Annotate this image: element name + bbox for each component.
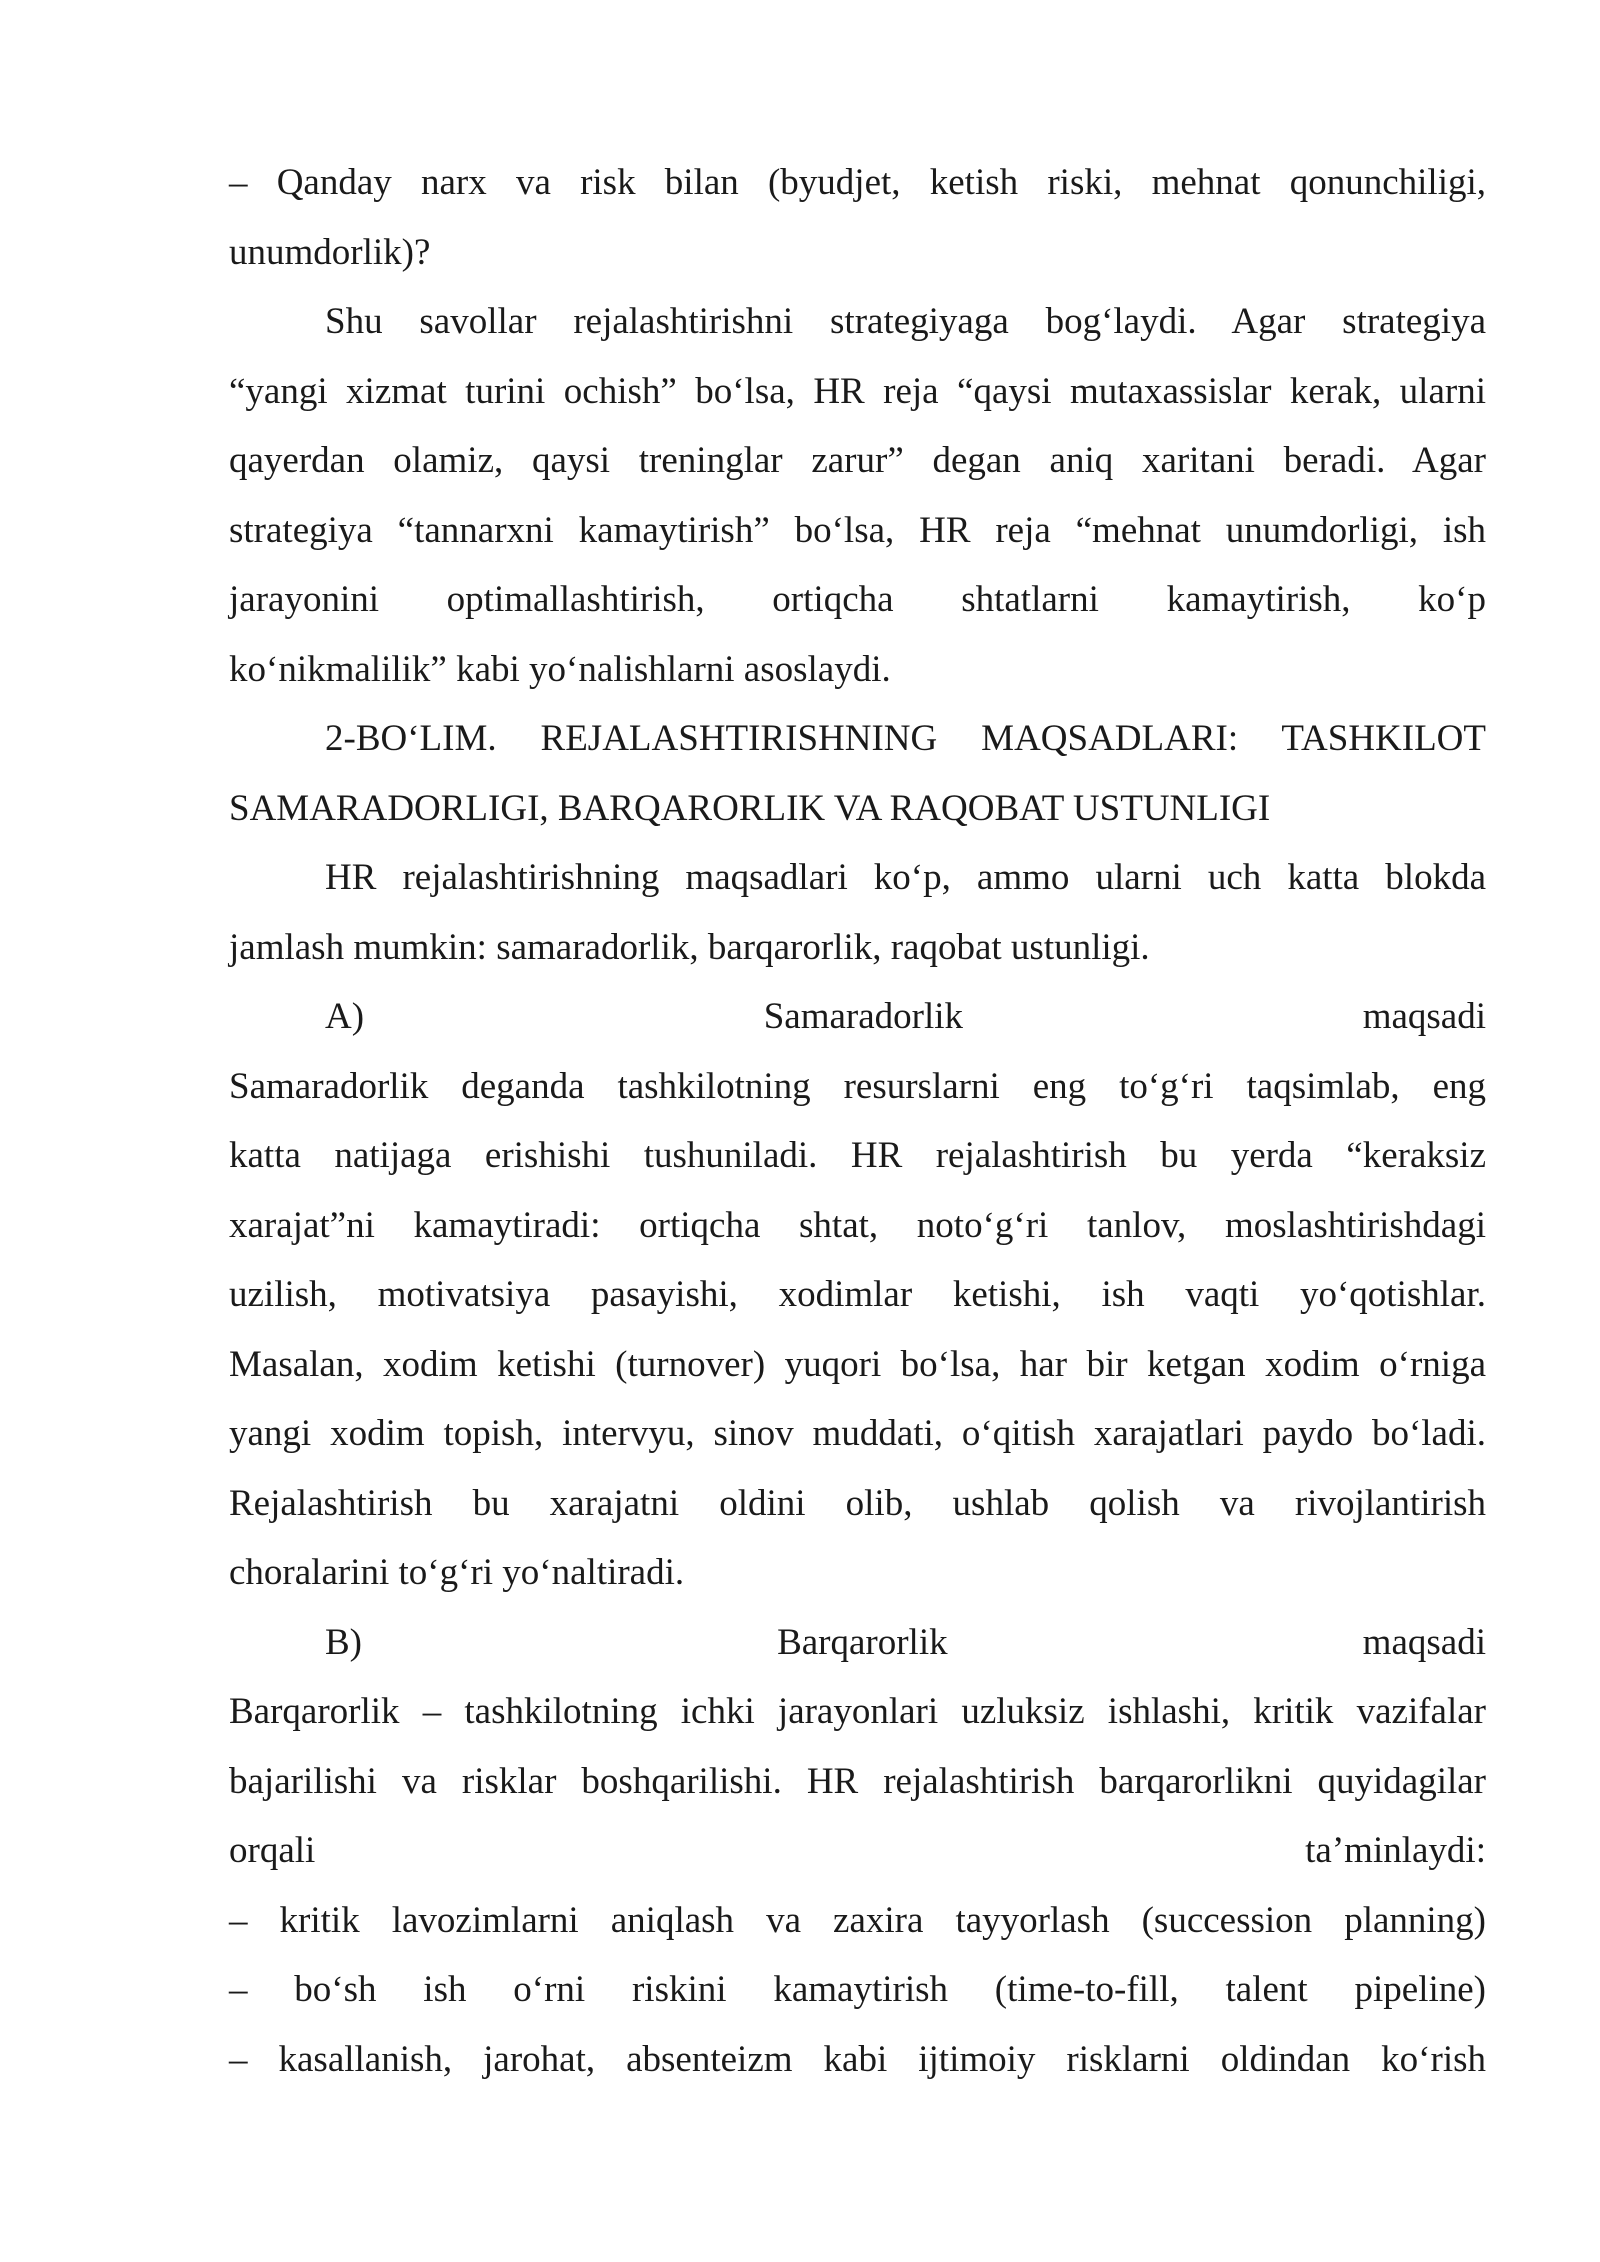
- intro-question: [229, 148, 1486, 287]
- paragraph-line: yangi xodim topish, intervyu, sinov muddati, o‘qitish xarajatlari paydo bo‘ladi.: [229, 1413, 1486, 1454]
- list-item: – bo‘sh ish o‘rni riskini kamaytirish (time-to-fill, talent pipeline): [229, 1969, 1486, 2010]
- subsection-label: A): [325, 996, 365, 1037]
- paragraph-line: bajarilishi va risklar boshqarilishi. HR rejalashtirish barqarorlikni quyidagilar: [229, 1760, 1486, 1802]
- section-heading-line: 2-BO‘LIM. REJALASHTIRISHNING MAQSADLARI: TASHKILOT: [325, 718, 1486, 759]
- paragraph-line: [229, 1816, 1486, 1886]
- section-heading-line: SAMARADORLIGI, BARQARORLIK VA RAQOBAT USTUNLIGI: [229, 787, 1271, 829]
- intro-question-line: – Qanday narx va risk bilan (byudjet, ketish riski, mehnat qonunchiligi,: [229, 162, 1486, 203]
- paragraph-line: xarajat”ni kamaytiradi: ortiqcha shtat, noto‘g‘ri tanlov, moslashtirishdagi: [229, 1204, 1486, 1246]
- list-item: – kritik lavozimlarni aniqlash va zaxira tayyorlash (succession planning): [229, 1899, 1486, 1941]
- paragraph-line: katta natijaga erishishi tushuniladi. HR rejalashtirish bu yerda “keraksiz: [229, 1135, 1486, 1176]
- paragraph-line: qayerdan olamiz, qaysi treninglar zarur” degan aniq xaritani beradi. Agar: [229, 440, 1486, 481]
- paragraph-line: Samaradorlik deganda tashkilotning resurslarni eng to‘g‘ri taqsimlab, eng: [229, 1065, 1486, 1107]
- paragraph-word: orqali: [229, 1830, 316, 1871]
- intro-question-line: unumdorlik)?: [229, 231, 431, 273]
- paragraph-line: ko‘nikmalilik” kabi yo‘nalishlarni asoslaydi.: [229, 648, 891, 690]
- paragraph-word: ta’minlaydi:: [1305, 1830, 1486, 1871]
- paragraph-line: Masalan, xodim ketishi (turnover) yuqori bo‘lsa, har bir ketgan xodim o‘rniga: [229, 1343, 1486, 1385]
- paragraph-line: Shu savollar rejalashtirishni strategiyaga bog‘laydi. Agar strategiya: [325, 301, 1486, 342]
- bullet-list: [229, 1886, 1486, 2095]
- goals-paragraph: [229, 843, 1486, 982]
- efficiency-paragraph: [229, 1052, 1486, 1608]
- paragraph-line: HR rejalashtirishning maqsadlari ko‘p, ammo ularni uch katta blokda: [325, 857, 1486, 898]
- subsection-title-word: maqsadi: [1362, 1621, 1486, 1663]
- paragraph-line: uzilish, motivatsiya pasayishi, xodimlar ketishi, ish vaqti yo‘qotishlar.: [229, 1274, 1486, 1315]
- paragraph-line: Barqarorlik – tashkilotning ichki jarayonlari uzluksiz ishlashi, kritik vazifalar: [229, 1691, 1486, 1732]
- subsection-b-heading: [229, 1608, 1486, 1678]
- document-body: [229, 148, 1486, 2094]
- paragraph-line: “yangi xizmat turini ochish” bo‘lsa, HR reja “qaysi mutaxassislar kerak, ularni: [229, 370, 1486, 412]
- paragraph-line: choralarini to‘g‘ri yo‘naltiradi.: [229, 1552, 685, 1593]
- paragraph-line: strategiya “tannarxni kamaytirish” bo‘lsa, HR reja “mehnat unumdorligi, ish: [229, 509, 1486, 551]
- subsection-title-word: Samaradorlik: [763, 996, 964, 1037]
- subsection-label: B): [325, 1621, 362, 1663]
- subsection-a-heading: [229, 982, 1486, 1052]
- paragraph-line: jarayonini optimallashtirish, ortiqcha shtatlarni kamaytirish, ko‘p: [229, 579, 1486, 620]
- paragraph-line: Rejalashtirish bu xarajatni oldini olib, ushlab qolish va rivojlantirish: [229, 1482, 1486, 1524]
- paragraph-line: jamlash mumkin: samaradorlik, barqarorlik, raqobat ustunligi.: [229, 926, 1150, 968]
- strategy-paragraph: [229, 287, 1486, 704]
- list-item: – kasallanish, jarohat, absenteizm kabi ijtimoiy risklarni oldindan ko‘rish: [229, 2038, 1486, 2080]
- section-heading: [229, 704, 1486, 843]
- subsection-title-word: maqsadi: [1362, 996, 1486, 1037]
- subsection-title-word: Barqarorlik: [777, 1621, 948, 1663]
- stability-paragraph: [229, 1677, 1486, 1886]
